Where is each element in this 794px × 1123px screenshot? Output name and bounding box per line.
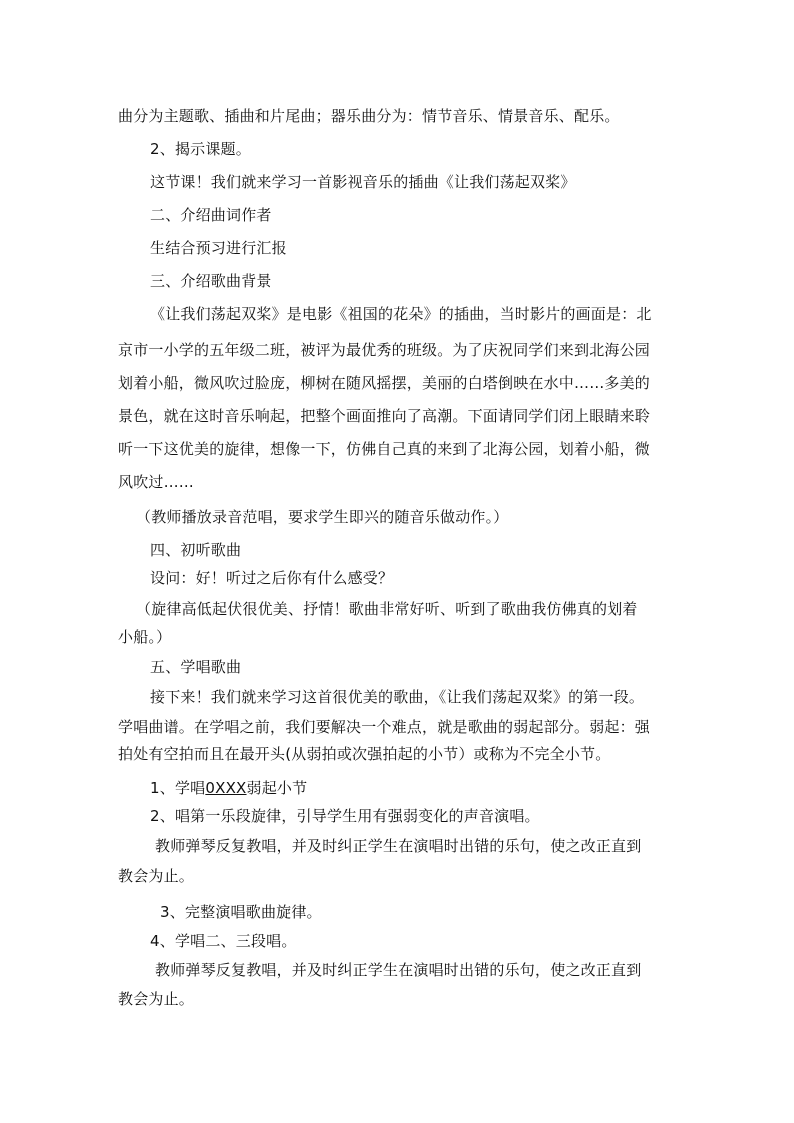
text-line: （教师播放录音范唱，要求学生即兴的随音乐做动作。） (136, 508, 509, 526)
section-heading: 三、介绍歌曲背景 (150, 272, 272, 290)
text-line: 4、学唱二、三段唱。 (150, 932, 297, 950)
text-line: 教师弹琴反复教唱，并及时纠正学生在演唱时出错的乐句，使之改正直到 (155, 837, 642, 855)
text-line: 这节课！我们就来学习一首影视音乐的插曲《让我们荡起双桨》 (150, 173, 576, 191)
text-line: 设问：好！听过之后你有什么感受？ (150, 569, 394, 587)
text-line: 划着小船，微风吹过脸庞，柳树在随风摇摆，美丽的白塔倒映在水中……多美的 (118, 374, 651, 392)
text-line: 风吹过…… (118, 473, 195, 491)
text-line: 《让我们荡起双桨》是电影《祖国的花朵》的插曲，当时影片的画面是：北 (150, 305, 652, 323)
notation-text: 0XXX (205, 779, 247, 797)
text-line: 教师弹琴反复教唱，并及时纠正学生在演唱时出错的乐句，使之改正直到 (155, 961, 642, 979)
text-line: 2、唱第一乐段旋律，引导学生用有强弱变化的声音演唱。 (150, 807, 540, 825)
text-line: 教会为止。 (118, 867, 195, 885)
text-line: 生结合预习进行汇报 (150, 239, 287, 257)
step-label: 1、学唱 (150, 779, 206, 797)
text-line: 京市一小学的五年级二班，被评为最优秀的班级。为了庆祝同学们来到北海公园 (118, 341, 651, 359)
section-heading: 五、学唱歌曲 (150, 658, 242, 676)
text-line: 教会为止。 (118, 990, 195, 1008)
text-line: （旋律高低起伏很优美、抒情！歌曲非常好听、听到了歌曲我仿佛真的划着 (136, 600, 638, 618)
text-line: 拍处有空拍而且在最开头(从弱拍或次强拍起的小节）或称为不完全小节。 (118, 745, 611, 763)
text-line: 接下来！我们就来学习这首很优美的歌曲，《让我们荡起双桨》的第一段。 (150, 688, 645, 706)
text-line (0, 777, 794, 799)
text-line: 景色，就在这时音乐响起，把整个画面推向了高潮。下面请同学们闭上眼睛来聆 (118, 407, 651, 425)
section-heading: 四、初听歌曲 (150, 541, 242, 559)
text-line: 小船。） (118, 628, 172, 646)
section-heading: 二、介绍曲词作者 (150, 206, 272, 224)
text-line: 3、完整演唱歌曲旋律。 (160, 903, 322, 921)
text-line: 学唱曲谱。在学唱之前，我们要解决一个难点，就是歌曲的弱起部分。弱起：强 (118, 718, 651, 736)
text-line: 听一下这优美的旋律，想像一下，仿佛自己真的来到了北海公园，划着小船，微 (118, 440, 651, 458)
step-text: 弱起小节 (246, 779, 308, 797)
text-line: 2、揭示课题。 (150, 140, 251, 158)
text-line: 曲分为主题歌、插曲和片尾曲；器乐曲分为：情节音乐、情景音乐、配乐。 (118, 107, 620, 125)
